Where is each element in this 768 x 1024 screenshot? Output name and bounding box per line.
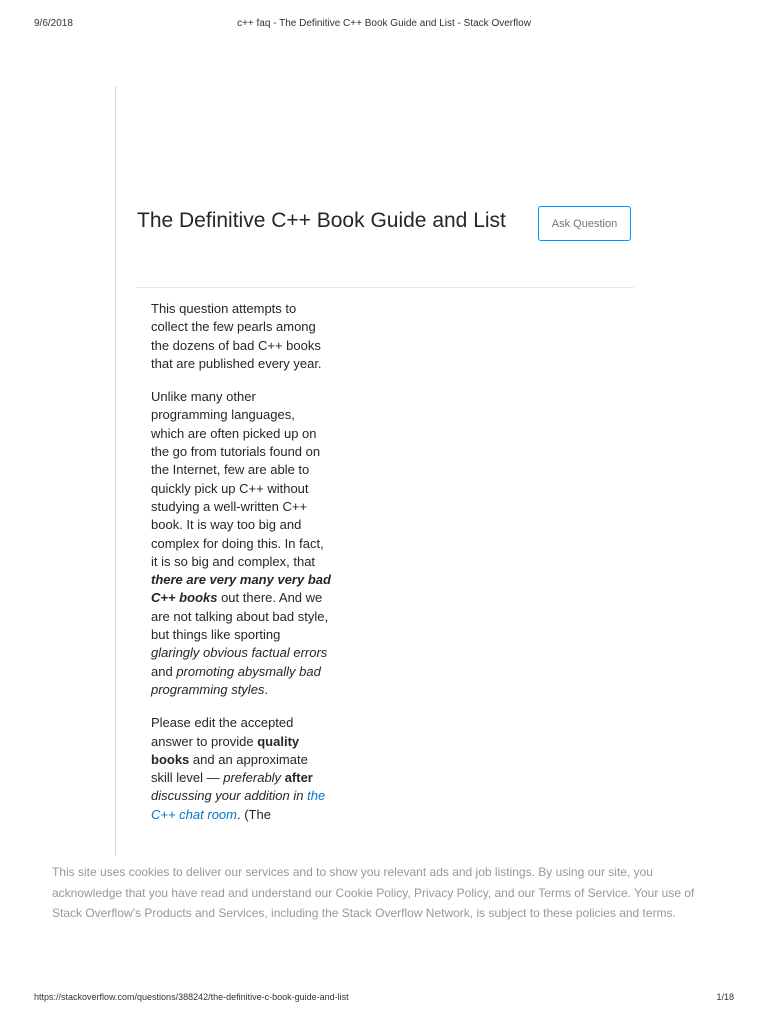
question-title[interactable]: The Definitive C++ Book Guide and List [137,209,506,232]
post-emphasis: there are very many very bad C++ books [151,572,331,606]
print-url: https://stackoverflow.com/questions/388242/the-definitive-c-book-guide-and-list [34,992,349,1002]
post-text: Unlike many other programming languages, which are often picked up on the go from tutorials found on the Internet, few are able to quickly pick up C++ without studying a well-written C++ book. It is way too big and complex for doing this. In fact, it is so big and complex, that [151,389,324,569]
post-strong-text: quality books [151,733,300,767]
post-paragraph-3 [151,714,331,824]
post-strong-text: after [284,770,313,786]
cookie-notice-text: This site uses cookies to deliver our services and to show you relevant ads and job listings. By using our site, you acknowledge that you have read and understand our Cookie Policy, Privacy Policy, and our Terms of Service. Your use of Stack Overflow's Products and Services, including the Stack Overflow Network, is subject to these policies and terms. [52,865,695,920]
post-text: Please edit the accepted answer to provide [151,715,294,749]
print-header [34,18,734,32]
print-page-number: 1/18 [716,992,734,1002]
title-divider [137,287,634,288]
ask-question-button[interactable]: Ask Question [538,206,631,241]
post-text: and an approximate skill level — [151,751,308,786]
post-emphasis: glaringly obvious factual errors [151,645,328,661]
post-text: . [264,681,269,697]
post-paragraph-1: This question attempts to collect the few pearls among the dozens of bad C++ books that are published every year. [151,301,322,371]
post-text: out there. And we are not talking about bad style, but things like sporting [151,590,329,643]
post-emphasis: promoting abysmally bad programming styles [151,663,321,697]
cookie-banner [0,856,768,984]
question-body [151,300,331,839]
content-left-border [115,86,116,886]
post-paragraph-2 [151,388,331,699]
post-text: and [151,663,177,679]
print-date: 9/6/2018 [34,18,73,29]
post-text: . (The [237,806,271,822]
print-page-title: c++ faq - The Definitive C++ Book Guide and List - Stack Overflow [237,18,531,29]
chat-room-link[interactable]: the C++ chat room [151,788,326,822]
print-footer [34,992,734,1006]
post-emphasis: discussing your addition in [151,788,304,804]
post-emphasis: preferably [223,770,282,786]
